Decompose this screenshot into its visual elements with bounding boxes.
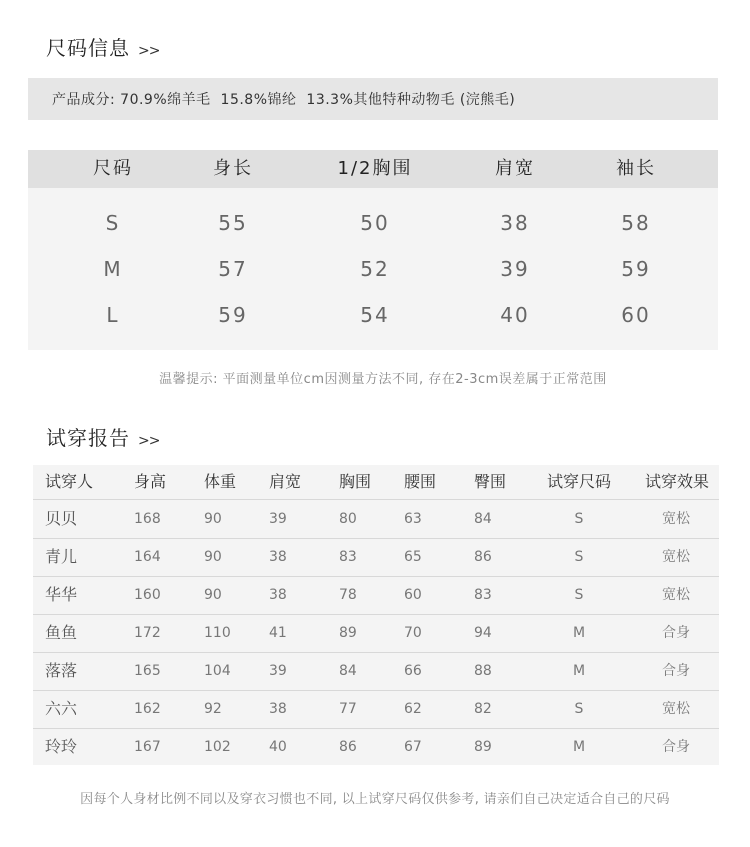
tryon-cell: 89 bbox=[339, 625, 357, 641]
size-cell: 59 bbox=[218, 303, 248, 327]
size-cell: L bbox=[106, 303, 120, 327]
tryon-cell: S bbox=[574, 511, 584, 527]
size-row bbox=[28, 246, 718, 292]
size-tip-text: 温馨提示: 平面测量单位cm因测量方法不同, 存在2-3cm误差属于正常范围 bbox=[159, 372, 607, 387]
tryon-cell: 104 bbox=[204, 663, 231, 679]
tryon-cell: 160 bbox=[134, 587, 161, 603]
tryon-cell: 宽松 bbox=[662, 587, 690, 603]
tryon-cell: S bbox=[574, 587, 584, 603]
tryon-cell: 86 bbox=[339, 739, 357, 755]
tryon-header-cell: 试穿尺码 bbox=[547, 472, 612, 491]
tryon-cell: 86 bbox=[474, 549, 492, 565]
tryon-name: 落落 bbox=[45, 661, 78, 680]
tryon-note bbox=[0, 788, 750, 807]
tryon-cell: 65 bbox=[404, 549, 422, 565]
tryon-header-cell: 试穿人 bbox=[45, 472, 94, 491]
size-table-header bbox=[28, 150, 718, 188]
tryon-cell: 82 bbox=[474, 701, 492, 717]
tryon-cell: 62 bbox=[404, 701, 422, 717]
tryon-cell: 39 bbox=[269, 663, 287, 679]
size-cell: 39 bbox=[500, 257, 530, 281]
tryon-row bbox=[33, 500, 719, 538]
tryon-cell: 102 bbox=[204, 739, 231, 755]
tryon-cell: 165 bbox=[134, 663, 161, 679]
tryon-heading bbox=[46, 422, 159, 451]
tryon-header-cell: 身高 bbox=[134, 472, 167, 491]
tryon-header-cell: 体重 bbox=[204, 472, 237, 491]
tryon-cell: 83 bbox=[339, 549, 357, 565]
tryon-cell: 90 bbox=[204, 587, 222, 603]
tryon-cell: 90 bbox=[204, 511, 222, 527]
tryon-name: 华华 bbox=[45, 585, 78, 604]
tryon-row bbox=[33, 728, 719, 766]
size-cell: 59 bbox=[621, 257, 651, 281]
size-cell: 57 bbox=[218, 257, 248, 281]
tryon-cell: 168 bbox=[134, 511, 161, 527]
size-cell: 54 bbox=[360, 303, 390, 327]
tryon-cell: 78 bbox=[339, 587, 357, 603]
tryon-cell: 宽松 bbox=[662, 701, 690, 717]
size-tip bbox=[0, 368, 750, 387]
tryon-cell: 38 bbox=[269, 549, 287, 565]
size-cell: S bbox=[105, 211, 121, 235]
composition-text: 产品成分: 70.9%绵羊毛 15.8%锦纶 13.3%其他特种动物毛 (浣熊毛) bbox=[52, 92, 516, 108]
tryon-cell: M bbox=[572, 625, 586, 641]
tryon-cell: 92 bbox=[204, 701, 222, 717]
tryon-cell: 63 bbox=[404, 511, 422, 527]
tryon-header-cell: 肩宽 bbox=[269, 472, 302, 491]
tryon-cell: 66 bbox=[404, 663, 422, 679]
tryon-row bbox=[33, 652, 719, 690]
tryon-name: 六六 bbox=[45, 699, 78, 718]
size-header-cell: 肩宽 bbox=[495, 158, 535, 179]
tryon-cell: 172 bbox=[134, 625, 161, 641]
tryon-cell: S bbox=[574, 549, 584, 565]
size-cell: 38 bbox=[500, 211, 530, 235]
size-cell: 52 bbox=[360, 257, 390, 281]
tryon-cell: 164 bbox=[134, 549, 161, 565]
tryon-cell: 77 bbox=[339, 701, 357, 717]
tryon-cell: 67 bbox=[404, 739, 422, 755]
size-cell: 60 bbox=[621, 303, 651, 327]
tryon-cell: 合身 bbox=[662, 625, 690, 641]
tryon-cell: 94 bbox=[474, 625, 492, 641]
tryon-cell: 38 bbox=[269, 701, 287, 717]
size-cell: 50 bbox=[360, 211, 390, 235]
tryon-cell: 88 bbox=[474, 663, 492, 679]
tryon-name: 贝贝 bbox=[45, 509, 78, 528]
tryon-cell: M bbox=[572, 663, 586, 679]
size-row bbox=[28, 200, 718, 246]
tryon-cell: 90 bbox=[204, 549, 222, 565]
tryon-name: 鱼鱼 bbox=[45, 623, 78, 642]
tryon-note-text: 因每个人身材比例不同以及穿衣习惯也不同, 以上试穿尺码仅供参考, 请亲们自己决定适合自己的尺码 bbox=[80, 792, 670, 807]
tryon-row bbox=[33, 538, 719, 576]
tryon-row bbox=[33, 690, 719, 728]
tryon-title: 试穿报告 bbox=[46, 426, 130, 450]
tryon-cell: 70 bbox=[404, 625, 422, 641]
tryon-cell: 162 bbox=[134, 701, 161, 717]
size-header-cell: 1/2胸围 bbox=[337, 158, 413, 179]
tryon-header-cell: 胸围 bbox=[339, 472, 372, 491]
tryon-table-header bbox=[33, 465, 719, 500]
size-info-title: 尺码信息 bbox=[46, 36, 130, 60]
tryon-cell: S bbox=[574, 701, 584, 717]
tryon-cell: 宽松 bbox=[662, 511, 690, 527]
size-header-cell: 身长 bbox=[213, 158, 253, 179]
tryon-arrow: >> bbox=[138, 433, 160, 449]
size-info-arrow: >> bbox=[138, 43, 160, 59]
size-cell: 40 bbox=[500, 303, 530, 327]
size-cell: 58 bbox=[621, 211, 651, 235]
tryon-cell: 38 bbox=[269, 587, 287, 603]
tryon-cell: 84 bbox=[474, 511, 492, 527]
tryon-cell: 167 bbox=[134, 739, 161, 755]
tryon-cell: 60 bbox=[404, 587, 422, 603]
tryon-table bbox=[33, 465, 719, 765]
tryon-cell: 83 bbox=[474, 587, 492, 603]
tryon-cell: 39 bbox=[269, 511, 287, 527]
size-row bbox=[28, 292, 718, 338]
size-header-cell: 尺码 bbox=[93, 158, 133, 179]
tryon-cell: M bbox=[572, 739, 586, 755]
tryon-cell: 84 bbox=[339, 663, 357, 679]
tryon-cell: 89 bbox=[474, 739, 492, 755]
tryon-cell: 合身 bbox=[662, 739, 690, 755]
tryon-cell: 80 bbox=[339, 511, 357, 527]
tryon-cell: 41 bbox=[269, 625, 287, 641]
tryon-header-cell: 腰围 bbox=[404, 472, 437, 491]
tryon-name: 青儿 bbox=[45, 547, 78, 566]
size-cell: 55 bbox=[218, 211, 248, 235]
composition-bar bbox=[28, 78, 718, 120]
tryon-name: 玲玲 bbox=[45, 737, 78, 756]
tryon-header-cell: 试穿效果 bbox=[645, 472, 710, 491]
tryon-row bbox=[33, 614, 719, 652]
tryon-cell: 宽松 bbox=[662, 549, 690, 565]
tryon-cell: 40 bbox=[269, 739, 287, 755]
size-cell: M bbox=[103, 257, 123, 281]
size-table bbox=[28, 150, 718, 350]
tryon-row bbox=[33, 576, 719, 614]
tryon-header-cell: 臀围 bbox=[474, 472, 507, 491]
size-info-heading bbox=[46, 32, 159, 61]
size-header-cell: 袖长 bbox=[616, 158, 656, 179]
tryon-cell: 110 bbox=[204, 625, 231, 641]
tryon-cell: 合身 bbox=[662, 663, 690, 679]
